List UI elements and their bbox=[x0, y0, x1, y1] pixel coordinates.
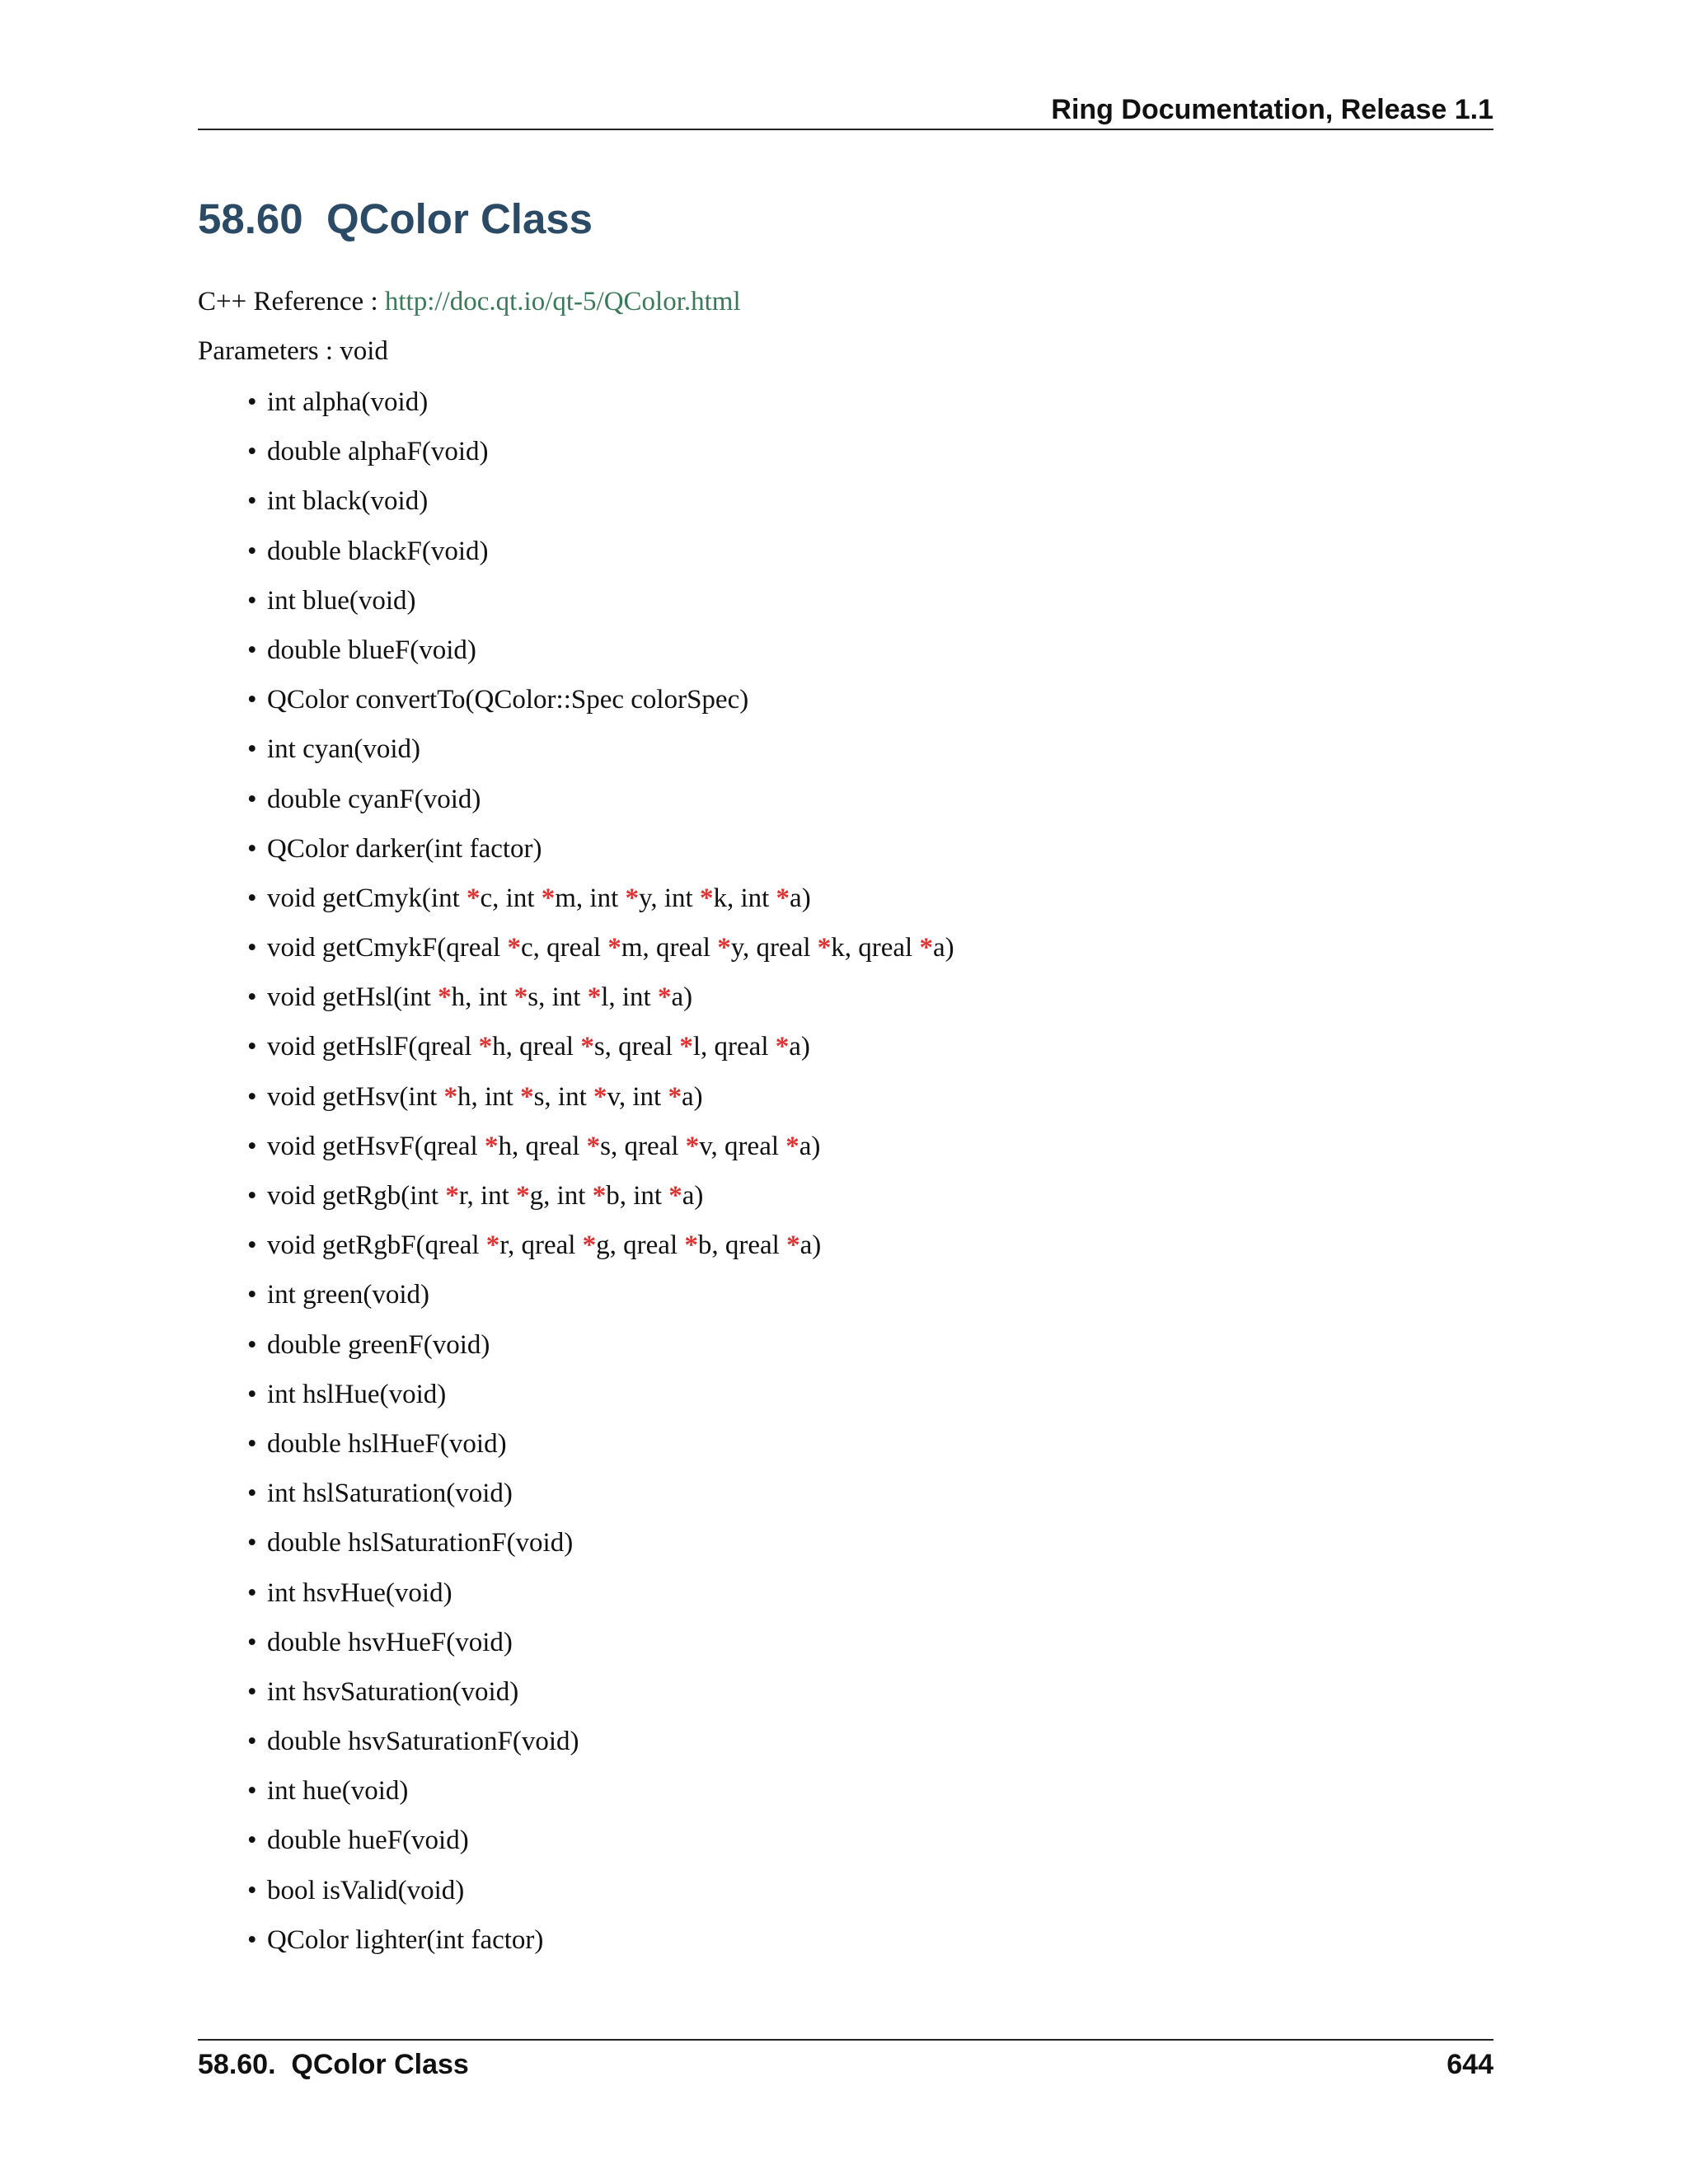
pointer-asterisk: * bbox=[785, 1131, 799, 1161]
method-list-item bbox=[247, 1329, 954, 1378]
cpp-reference-line bbox=[198, 287, 741, 317]
bullet-icon: • bbox=[247, 933, 257, 963]
method-signature: double hueF(void) bbox=[267, 1825, 469, 1856]
pointer-asterisk: * bbox=[507, 933, 521, 963]
method-list-item bbox=[247, 1725, 954, 1774]
pointer-asterisk: * bbox=[668, 1081, 682, 1112]
bullet-icon: • bbox=[247, 734, 257, 765]
parameters-line: Parameters : void bbox=[198, 336, 388, 366]
pointer-asterisk: * bbox=[478, 1032, 493, 1062]
bullet-icon: • bbox=[247, 1528, 257, 1558]
method-signature: QColor darker(int factor) bbox=[267, 833, 542, 864]
method-signature: double hslHueF(void) bbox=[267, 1428, 507, 1459]
pointer-asterisk: * bbox=[485, 1230, 500, 1261]
bullet-icon: • bbox=[247, 1727, 257, 1757]
header-title: Ring Documentation, Release 1.1 bbox=[1051, 94, 1493, 125]
method-signature: int green(void) bbox=[267, 1280, 430, 1310]
pointer-asterisk: * bbox=[775, 1032, 790, 1062]
bullet-icon: • bbox=[247, 1428, 257, 1459]
bullet-icon: • bbox=[247, 1924, 257, 1955]
pointer-asterisk: * bbox=[541, 883, 556, 913]
bullet-icon: • bbox=[247, 1230, 257, 1261]
method-signature: int hslSaturation(void) bbox=[267, 1479, 513, 1509]
footer-section-title: 58.60. QColor Class bbox=[198, 2049, 469, 2080]
method-signature: double greenF(void) bbox=[267, 1329, 490, 1360]
method-signature: void getRgb(int *r, int *g, int *b, int *a) bbox=[267, 1181, 704, 1211]
method-signature: double hslSaturationF(void) bbox=[267, 1528, 574, 1558]
bullet-icon: • bbox=[247, 833, 257, 864]
method-list-item bbox=[247, 485, 954, 534]
bullet-icon: • bbox=[247, 486, 257, 517]
method-list-item bbox=[247, 634, 954, 683]
method-list-item bbox=[247, 1626, 954, 1675]
method-list-item bbox=[247, 882, 954, 931]
bullet-icon: • bbox=[247, 1776, 257, 1807]
method-signature: int hsvSaturation(void) bbox=[267, 1676, 519, 1707]
method-list-item bbox=[247, 1675, 954, 1725]
pointer-asterisk: * bbox=[516, 1181, 530, 1211]
pointer-asterisk: * bbox=[467, 883, 481, 913]
method-signature: double cyanF(void) bbox=[267, 784, 481, 814]
method-signature: void getCmyk(int *c, int *m, int *y, int *k, int *a) bbox=[267, 883, 811, 913]
method-list-item bbox=[247, 1874, 954, 1924]
footer-page-number: 644 bbox=[1447, 2049, 1493, 2080]
pointer-asterisk: * bbox=[587, 982, 602, 1013]
method-list-item bbox=[247, 1179, 954, 1229]
method-signature: double alphaF(void) bbox=[267, 437, 489, 467]
method-list-item bbox=[247, 435, 954, 485]
bullet-icon: • bbox=[247, 635, 257, 665]
bullet-icon: • bbox=[247, 536, 257, 566]
method-list-item bbox=[247, 584, 954, 634]
bullet-icon: • bbox=[247, 1379, 257, 1409]
bullet-icon: • bbox=[247, 1875, 257, 1905]
method-list-item bbox=[247, 1378, 954, 1427]
method-signature: void getCmykF(qreal *c, qreal *m, qreal *y, qreal *k, qreal *a) bbox=[267, 933, 954, 963]
bullet-icon: • bbox=[247, 982, 257, 1013]
method-signature: int alpha(void) bbox=[267, 387, 429, 417]
pointer-asterisk: * bbox=[679, 1032, 693, 1062]
bullet-icon: • bbox=[247, 1825, 257, 1856]
method-signature: bool isValid(void) bbox=[267, 1875, 465, 1905]
cpp-reference-link[interactable]: http://doc.qt.io/qt-5/QColor.html bbox=[384, 287, 741, 316]
bullet-icon: • bbox=[247, 1577, 257, 1608]
pointer-asterisk: * bbox=[786, 1230, 800, 1261]
bullet-icon: • bbox=[247, 1627, 257, 1657]
method-signature: double hsvHueF(void) bbox=[267, 1627, 513, 1657]
bullet-icon: • bbox=[247, 1329, 257, 1360]
bullet-icon: • bbox=[247, 585, 257, 616]
pointer-asterisk: * bbox=[657, 982, 672, 1013]
method-list-item bbox=[247, 1130, 954, 1179]
bullet-icon: • bbox=[247, 1479, 257, 1509]
pointer-asterisk: * bbox=[817, 933, 832, 963]
pointer-asterisk: * bbox=[685, 1131, 700, 1161]
method-list-item bbox=[247, 1229, 954, 1278]
pointer-asterisk: * bbox=[586, 1131, 601, 1161]
method-signature: void getHsv(int *h, int *s, int *v, int *a) bbox=[267, 1081, 703, 1112]
pointer-asterisk: * bbox=[580, 1032, 594, 1062]
bullet-icon: • bbox=[247, 1280, 257, 1310]
method-signature: void getHsvF(qreal *h, qreal *s, qreal *v, qreal *a) bbox=[267, 1131, 821, 1161]
bullet-icon: • bbox=[247, 1676, 257, 1707]
method-list-item bbox=[247, 1278, 954, 1328]
method-list-item bbox=[247, 1526, 954, 1576]
method-signature: void getHslF(qreal *h, qreal *s, qreal *l, qreal *a) bbox=[267, 1032, 810, 1062]
method-signature: QColor lighter(int factor) bbox=[267, 1924, 544, 1955]
running-header bbox=[198, 91, 1493, 130]
pointer-asterisk: * bbox=[593, 1081, 607, 1112]
pointer-asterisk: * bbox=[520, 1081, 534, 1112]
pointer-asterisk: * bbox=[684, 1230, 698, 1261]
bullet-icon: • bbox=[247, 1032, 257, 1062]
pointer-asterisk: * bbox=[776, 883, 790, 913]
method-signature: int hsvHue(void) bbox=[267, 1577, 452, 1608]
method-list-item bbox=[247, 1427, 954, 1477]
method-signature: void getRgbF(qreal *r, qreal *g, qreal *b, qreal *a) bbox=[267, 1230, 822, 1261]
method-signature: int hslHue(void) bbox=[267, 1379, 447, 1409]
method-list-item bbox=[247, 1824, 954, 1873]
pointer-asterisk: * bbox=[445, 1181, 459, 1211]
pointer-asterisk: * bbox=[919, 933, 933, 963]
pointer-asterisk: * bbox=[513, 982, 528, 1013]
method-list-item bbox=[247, 1577, 954, 1626]
method-list-item bbox=[247, 783, 954, 832]
bullet-icon: • bbox=[247, 1181, 257, 1211]
method-signature: void getHsl(int *h, int *s, int *l, int *a) bbox=[267, 982, 693, 1013]
method-list bbox=[247, 386, 954, 1973]
section-title: 58.60 QColor Class bbox=[198, 195, 593, 242]
pointer-asterisk: * bbox=[717, 933, 731, 963]
method-list-item bbox=[247, 1477, 954, 1526]
bullet-icon: • bbox=[247, 685, 257, 715]
method-list-item bbox=[247, 386, 954, 435]
method-signature: double blueF(void) bbox=[267, 635, 476, 665]
method-list-item bbox=[247, 931, 954, 981]
bullet-icon: • bbox=[247, 387, 257, 417]
bullet-icon: • bbox=[247, 1081, 257, 1112]
pointer-asterisk: * bbox=[668, 1181, 682, 1211]
pointer-asterisk: * bbox=[582, 1230, 597, 1261]
method-signature: int black(void) bbox=[267, 486, 429, 517]
method-signature: int cyan(void) bbox=[267, 734, 421, 765]
method-signature: double hsvSaturationF(void) bbox=[267, 1727, 579, 1757]
method-list-item bbox=[247, 981, 954, 1030]
pointer-asterisk: * bbox=[592, 1181, 607, 1211]
method-list-item bbox=[247, 832, 954, 882]
bullet-icon: • bbox=[247, 437, 257, 467]
method-list-item bbox=[247, 1080, 954, 1130]
pointer-asterisk: * bbox=[443, 1081, 457, 1112]
pointer-asterisk: * bbox=[438, 982, 452, 1013]
pointer-asterisk: * bbox=[625, 883, 639, 913]
cpp-reference-label: C++ Reference : bbox=[198, 287, 385, 316]
method-list-item bbox=[247, 1924, 954, 1973]
bullet-icon: • bbox=[247, 784, 257, 814]
method-signature: int blue(void) bbox=[267, 585, 416, 616]
method-list-item bbox=[247, 1774, 954, 1824]
method-list-item bbox=[247, 683, 954, 733]
method-signature: QColor convertTo(QColor::Spec colorSpec) bbox=[267, 685, 749, 715]
footer-divider bbox=[198, 2039, 1493, 2041]
method-list-item bbox=[247, 733, 954, 782]
pointer-asterisk: * bbox=[699, 883, 714, 913]
pointer-asterisk: * bbox=[607, 933, 621, 963]
method-signature: int hue(void) bbox=[267, 1776, 409, 1807]
bullet-icon: • bbox=[247, 883, 257, 913]
method-list-item bbox=[247, 535, 954, 584]
bullet-icon: • bbox=[247, 1131, 257, 1161]
method-list-item bbox=[247, 1030, 954, 1080]
method-signature: double blackF(void) bbox=[267, 536, 489, 566]
pointer-asterisk: * bbox=[484, 1131, 499, 1161]
